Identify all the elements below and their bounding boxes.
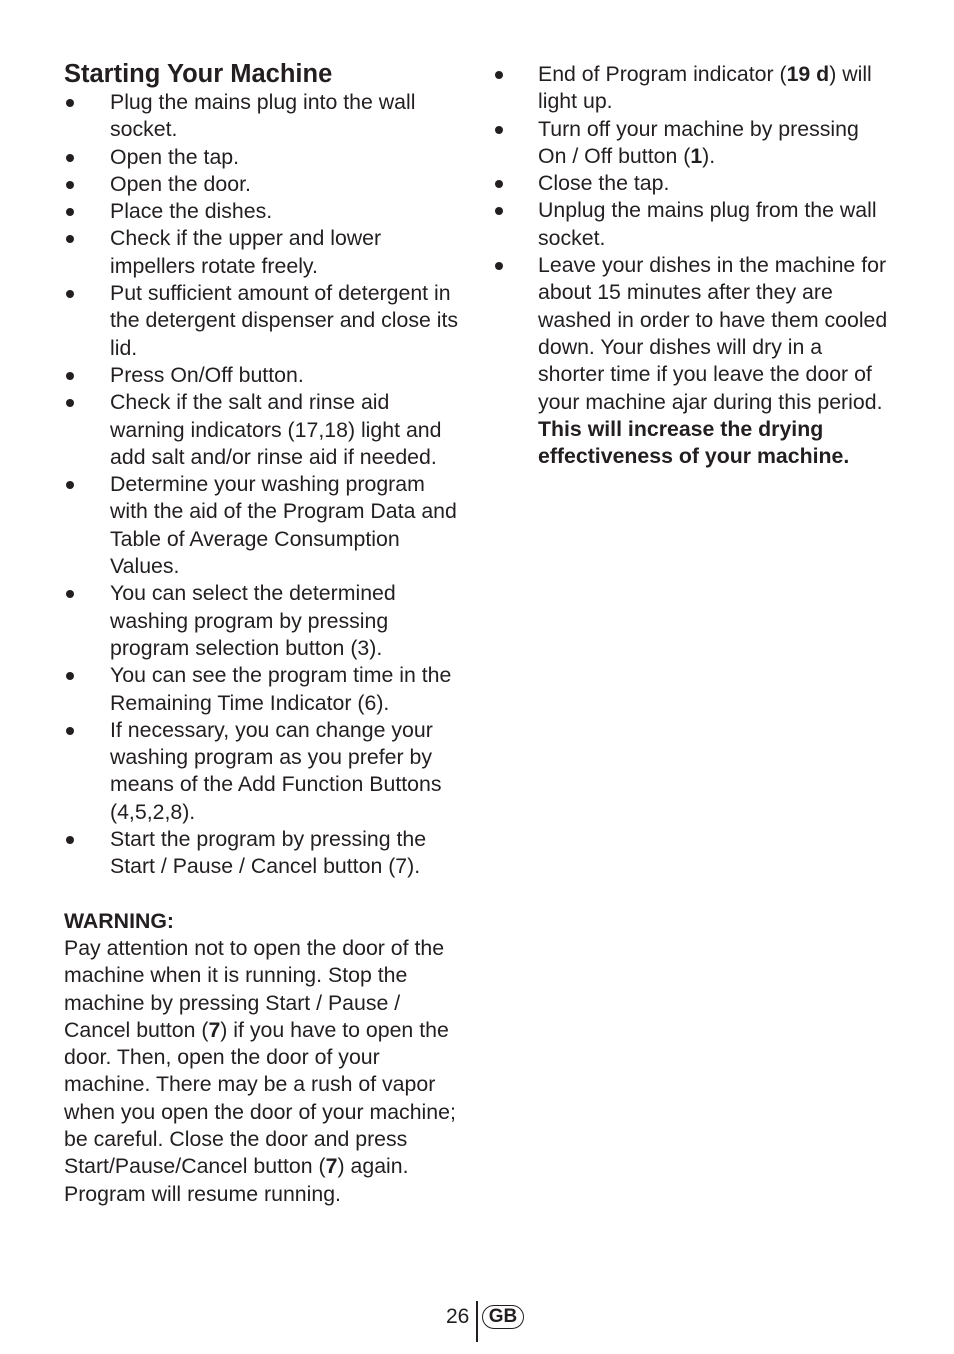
list-item: Put sufficient amount of detergent in the detergent dispenser and close its lid.: [64, 280, 464, 362]
bullet-icon: [66, 672, 74, 680]
bullet-icon: [66, 481, 74, 489]
bullet-icon: [495, 262, 503, 270]
bullet-icon: [66, 590, 74, 598]
bullet-icon: [495, 71, 503, 79]
list-item: Determine your washing program with the aid of the Program Data and Table of Average Consumption Values.: [64, 471, 464, 580]
list-item: If necessary, you can change your washing program as you prefer by means of the Add Function Buttons (4,5,2,8).: [64, 717, 464, 826]
right-column: [493, 61, 893, 470]
bullet-icon: [66, 290, 74, 298]
bullet-icon: [495, 126, 503, 134]
warning-block: [64, 908, 464, 1208]
bullet-icon: [66, 727, 74, 735]
bullet-icon: [66, 235, 74, 243]
bullet-icon: [66, 836, 74, 844]
list-item: Unplug the mains plug from the wall socket.: [493, 197, 893, 252]
section-title: Starting Your Machine: [64, 60, 333, 88]
bullet-icon: [66, 99, 74, 107]
list-item: Place the dishes.: [64, 198, 464, 225]
list-item: Leave your dishes in the machine for about 15 minutes after they are washed in order to have them cooled down. Your dishes will dry in a shorter time if you leave the door of your machine ajar during this period. This will increase the drying effectiveness of your machine.: [493, 252, 893, 470]
list-item: Turn off your machine by pressing On / Off button (1).: [493, 116, 893, 171]
bullet-icon: [66, 154, 74, 162]
warning-title: WARNING:: [64, 908, 175, 933]
page-number: 26: [446, 1305, 470, 1328]
bullet-icon: [66, 399, 74, 407]
list-item: You can see the program time in the Remaining Time Indicator (6).: [64, 662, 464, 717]
list-item: Open the door.: [64, 171, 464, 198]
bullet-icon: [66, 208, 74, 216]
left-column: [64, 58, 464, 1208]
list-item: Open the tap.: [64, 144, 464, 171]
bullet-icon: [495, 207, 503, 215]
list-item: Plug the mains plug into the wall socket.: [64, 89, 464, 144]
list-item: Check if the upper and lower impellers rotate freely.: [64, 225, 464, 280]
footer-divider: [476, 1301, 478, 1342]
warning-text: Pay attention not to open the door of the machine when it is running. Stop the machine by pressing Start / Pause / Cancel button (7) if you have to open the door. Then, open the door of your machine. There may be a rush of vapor when you open the door of your machine; be careful. Close the door and press Start/Pause/Cancel button (7) again. Program will resume running.: [64, 935, 456, 1206]
steps-list: [64, 89, 464, 881]
page-footer: [440, 1301, 540, 1341]
finish-list: [493, 61, 893, 470]
bullet-icon: [495, 180, 503, 188]
list-item: Close the tap.: [493, 170, 893, 197]
list-item: Check if the salt and rinse aid warning indicators (17,18) light and add salt and/or rinse aid if needed.: [64, 389, 464, 471]
list-item: You can select the determined washing program by pressing program selection button (3).: [64, 580, 464, 662]
list-item: Start the program by pressing the Start / Pause / Cancel button (7).: [64, 826, 464, 881]
bullet-icon: [66, 372, 74, 380]
list-item: End of Program indicator (19 d) will light up.: [493, 61, 893, 116]
bullet-icon: [66, 181, 74, 189]
language-badge: GB: [482, 1305, 524, 1329]
list-item: Press On/Off button.: [64, 362, 464, 389]
